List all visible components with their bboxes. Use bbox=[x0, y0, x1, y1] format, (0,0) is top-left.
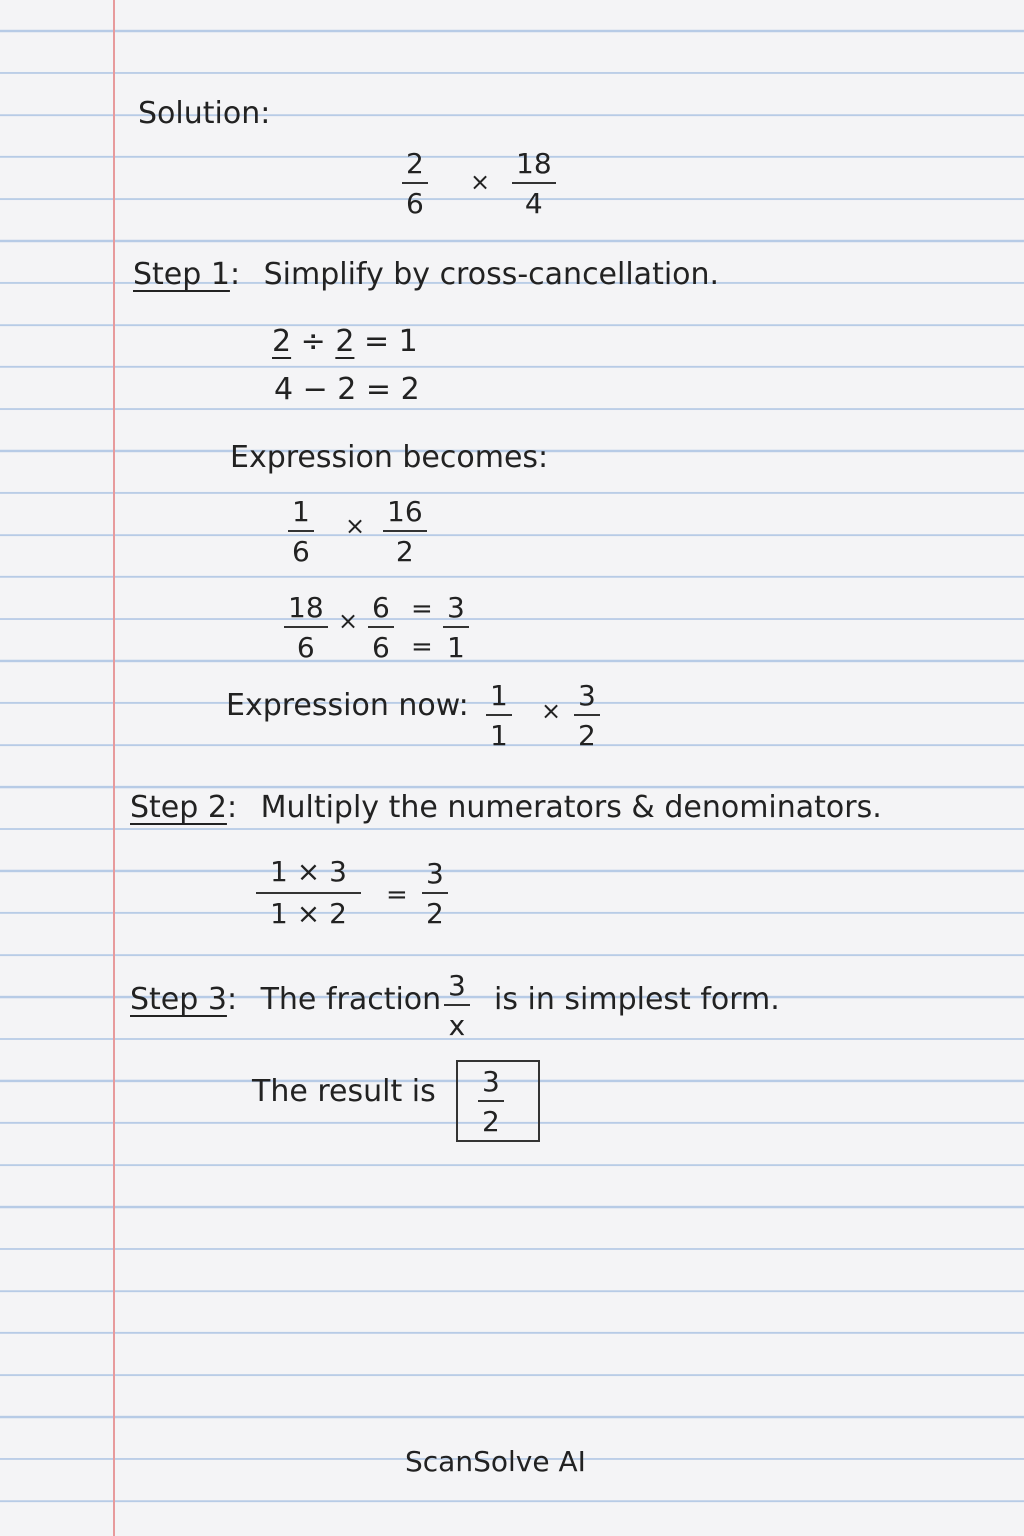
step2-product-fraction bbox=[256, 855, 361, 930]
equals-sign: = bbox=[411, 594, 433, 624]
denominator: 6 bbox=[296, 631, 315, 664]
numerator: 3 bbox=[444, 972, 470, 1006]
numerator: 16 bbox=[383, 498, 427, 532]
line1-a: 2 bbox=[272, 324, 292, 359]
times-sign: × bbox=[345, 512, 366, 540]
step1-label: Step 1 bbox=[133, 257, 230, 292]
step1-line2: 4 − 2 = 2 bbox=[274, 372, 420, 407]
step3-heading bbox=[130, 982, 441, 1017]
denominator: 2 bbox=[426, 897, 444, 930]
numerator: 6 bbox=[368, 594, 394, 628]
denominator: 2 bbox=[578, 719, 596, 752]
numerator: 18 bbox=[284, 594, 328, 628]
step2-text: Multiply the numerators & denominators. bbox=[260, 790, 882, 825]
step1-text: Simplify by cross-cancellation. bbox=[263, 257, 720, 292]
times-sign: × bbox=[541, 697, 562, 725]
step2-label: Step 2 bbox=[130, 790, 227, 825]
expression-becomes-label: Expression becomes: bbox=[230, 440, 549, 475]
denominator: 4 bbox=[524, 187, 543, 220]
step2-colon: : bbox=[226, 790, 238, 825]
denominator: 2 bbox=[482, 1105, 500, 1138]
numerator: 1 × 3 bbox=[256, 858, 361, 894]
denominator: 1 × 2 bbox=[270, 897, 347, 930]
denominator: 2 bbox=[395, 535, 414, 568]
denominator: 6 bbox=[292, 535, 310, 568]
cancel-fraction-b bbox=[368, 591, 394, 664]
numerator: 3 bbox=[443, 594, 469, 628]
numerator: 3 bbox=[574, 682, 600, 716]
equals-sign: = bbox=[386, 880, 408, 910]
step3-text-before: The fraction bbox=[260, 982, 442, 1017]
cancel-result-fraction bbox=[443, 591, 469, 664]
denominator: 1 bbox=[447, 631, 465, 664]
numerator: 3 bbox=[478, 1068, 504, 1102]
footer-brand: ScanSolve AI bbox=[405, 1445, 586, 1478]
denominator: 6 bbox=[406, 187, 424, 220]
denominator: 1 bbox=[490, 719, 508, 752]
step3-fraction bbox=[444, 969, 470, 1042]
becomes-fraction-b bbox=[383, 495, 427, 568]
step1-line1 bbox=[272, 324, 418, 359]
step1-colon: : bbox=[229, 257, 241, 292]
numerator: 1 bbox=[288, 498, 314, 532]
denominator: 6 bbox=[372, 631, 390, 664]
step2-result-fraction bbox=[422, 857, 448, 930]
step2-heading bbox=[130, 790, 882, 825]
solution-heading: Solution: bbox=[138, 96, 271, 131]
problem-fraction-b bbox=[512, 147, 556, 220]
now-fraction-a bbox=[486, 679, 512, 752]
numerator: 2 bbox=[402, 150, 428, 184]
line1-b: 2 bbox=[335, 324, 355, 359]
times-sign: × bbox=[470, 168, 491, 196]
line1-op: ÷ bbox=[300, 324, 326, 359]
result-label: The result is bbox=[252, 1074, 436, 1109]
step1-heading bbox=[133, 257, 719, 292]
equals-sign: = bbox=[411, 632, 433, 662]
cancel-fraction-a bbox=[284, 591, 328, 664]
step3-colon: : bbox=[226, 982, 238, 1017]
now-fraction-b bbox=[574, 679, 600, 752]
numerator: 18 bbox=[512, 150, 556, 184]
times-sign: × bbox=[338, 607, 359, 635]
step3-text-after: is in simplest form. bbox=[494, 982, 780, 1017]
problem-fraction-a bbox=[402, 147, 428, 220]
step3-label: Step 3 bbox=[130, 982, 227, 1017]
becomes-fraction-a bbox=[288, 495, 314, 568]
result-fraction bbox=[478, 1065, 504, 1138]
expression-now-label: Expression now: bbox=[226, 688, 469, 723]
numerator: 3 bbox=[422, 860, 448, 894]
line1-rest: = 1 bbox=[363, 324, 418, 359]
denominator: x bbox=[448, 1009, 466, 1042]
margin-line bbox=[113, 0, 115, 1536]
numerator: 1 bbox=[486, 682, 512, 716]
